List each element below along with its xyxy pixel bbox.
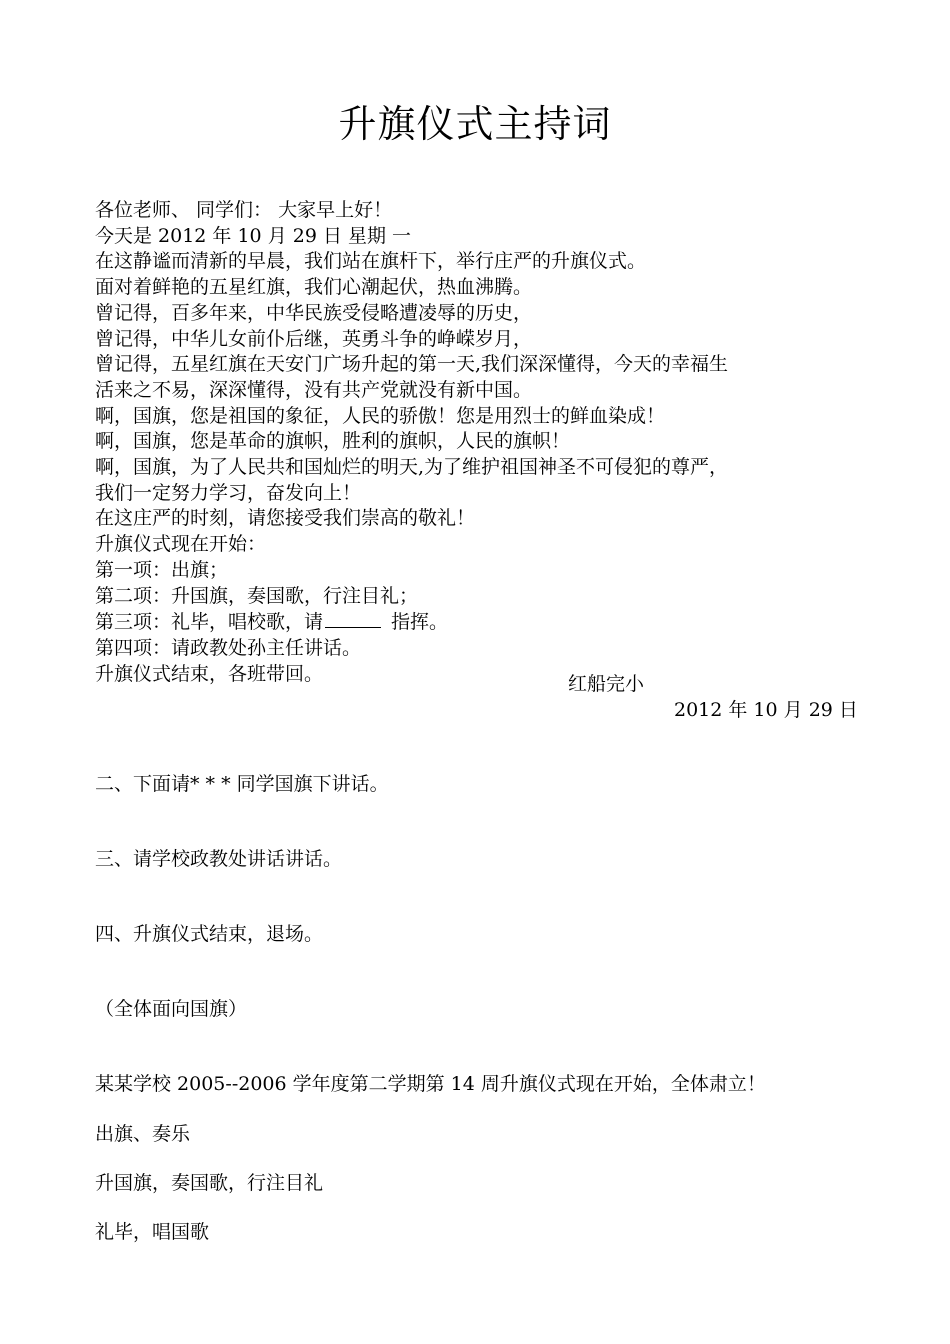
text-line: 今天是 2012 年 10 月 29 日 星期 一 <box>95 224 412 247</box>
text-line: 第四项：请政教处孙主任讲话。 <box>95 636 362 659</box>
text-line: 活来之不易，深深懂得，没有共产党就没有新中国。 <box>95 378 533 401</box>
text-line: 面对着鲜艳的五星红旗，我们心潮起伏，热血沸腾。 <box>95 276 533 299</box>
signature-school: 红船完小 <box>568 673 645 695</box>
speech-body <box>95 198 855 687</box>
text-line: 曾记得，中华儿女前仆后继，英勇斗争的峥嵘岁月， <box>95 327 533 350</box>
step-raise-flag: 升国旗，奏国歌，行注目礼 <box>95 1172 324 1194</box>
text-line: 第二项：升国旗，奏国歌，行注目礼； <box>95 584 419 607</box>
section-three: 三、请学校政教处讲话讲话。 <box>95 848 343 870</box>
name-blank <box>325 609 381 628</box>
text-line: 第一项：出旗； <box>95 558 229 581</box>
text-line: 曾记得，五星红旗在天安门广场升起的第一天,我们深深懂得，今天的幸福生 <box>95 353 729 376</box>
text-line: 啊，国旗，为了人民共和国灿烂的明天,为了维护祖国神圣不可侵犯的尊严， <box>95 456 729 479</box>
text-line: 升旗仪式现在开始： <box>95 533 267 556</box>
item-three-suffix: 指挥。 <box>385 611 449 634</box>
section-four: 四、升旗仪式结束，退场。 <box>95 923 324 945</box>
step-flag-out: 出旗、奏乐 <box>95 1123 191 1145</box>
text-line: 啊，国旗，您是革命的旗帜，胜利的旗帜，人民的旗帜！ <box>95 430 571 453</box>
text-line: 在这静谧而清新的早晨，我们站在旗杆下，举行庄严的升旗仪式。 <box>95 250 647 273</box>
text-line: 曾记得，百多年来，中华民族受侵略遭凌辱的历史， <box>95 301 533 324</box>
signature-date: 2012 年 10 月 29 日 <box>674 699 858 721</box>
step-sing-anthem: 礼毕，唱国歌 <box>95 1221 210 1243</box>
document-title: 升旗仪式主持词 <box>338 102 612 146</box>
announcement: 某某学校 2005--2006 学年度第二学期第 14 周升旗仪式现在开始，全体肃立！ <box>95 1073 766 1095</box>
text-line: 啊，国旗，您是祖国的象征，人民的骄傲！您是用烈士的鲜血染成！ <box>95 404 666 427</box>
text-line: 在这庄严的时刻，请您接受我们崇高的敬礼！ <box>95 507 476 530</box>
note-face-flag: （全体面向国旗） <box>95 998 248 1020</box>
text-line: 我们一定努力学习，奋发向上！ <box>95 481 362 504</box>
text-line: 各位老师、 同学们： 大家早上好！ <box>95 199 393 221</box>
section-two: 二、下面请* * * 同学国旗下讲话。 <box>95 773 389 795</box>
item-three-line <box>95 609 855 636</box>
text-line: 升旗仪式结束，各班带回。 <box>95 662 324 685</box>
item-three-prefix: 第三项：礼毕，唱校歌，请 <box>95 611 324 634</box>
